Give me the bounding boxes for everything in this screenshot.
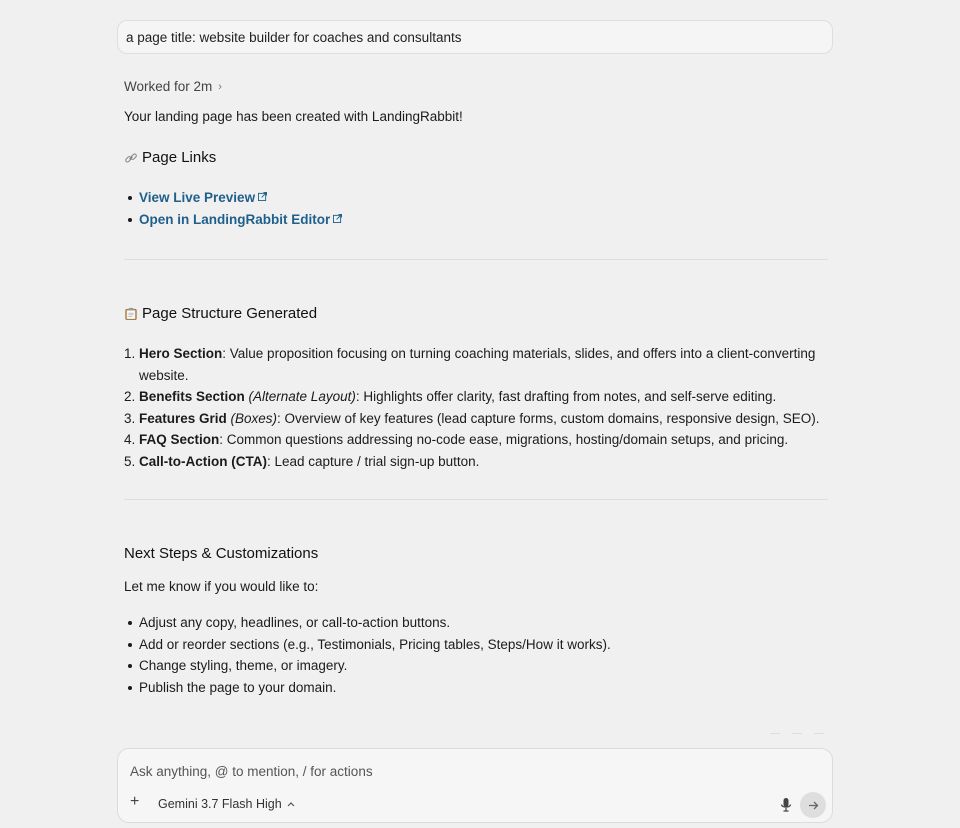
chevron-right-icon: › bbox=[218, 80, 222, 93]
list-item bbox=[124, 187, 342, 209]
page-links-title: Page Links bbox=[142, 149, 217, 166]
worked-label: Worked for 2m bbox=[124, 79, 213, 94]
divider bbox=[124, 259, 828, 260]
external-link-icon bbox=[333, 214, 342, 223]
item-number: 4. bbox=[124, 432, 136, 447]
model-selector[interactable] bbox=[158, 797, 295, 811]
item-number: 2. bbox=[124, 389, 136, 404]
faint-divider bbox=[792, 733, 802, 740]
view-live-preview-link[interactable]: View Live Preview bbox=[139, 190, 256, 205]
item-note: (Boxes) bbox=[226, 410, 278, 426]
item-title: Call-to-Action (CTA) bbox=[139, 453, 267, 469]
composer bbox=[117, 748, 833, 823]
arrow-right-icon bbox=[808, 800, 819, 811]
item-number: 3. bbox=[124, 410, 136, 426]
intro-text: Your landing page has been created with LandingRabbit! bbox=[124, 109, 463, 124]
item-title: Benefits Section bbox=[139, 389, 245, 404]
faint-divider bbox=[814, 733, 824, 740]
list-item: Change styling, theme, or imagery. bbox=[124, 655, 611, 677]
microphone-icon[interactable] bbox=[780, 797, 792, 813]
link-icon bbox=[124, 151, 138, 165]
list-item bbox=[124, 408, 834, 430]
page-links-list bbox=[124, 187, 342, 230]
clipboard-icon bbox=[124, 307, 138, 321]
list-item bbox=[124, 429, 834, 451]
item-description: : Value proposition focusing on turning coaching materials, slides, and offers into a client-converting website. bbox=[139, 346, 816, 383]
item-description: : Common questions addressing no-code ease, migrations, hosting/domain setups, and pricing. bbox=[219, 432, 789, 447]
external-link-icon bbox=[258, 192, 267, 201]
next-steps-list bbox=[124, 612, 611, 698]
list-item: Publish the page to your domain. bbox=[124, 677, 611, 699]
next-steps-heading: Next Steps & Customizations bbox=[124, 545, 319, 562]
structure-title: Page Structure Generated bbox=[142, 305, 318, 322]
model-label: Gemini 3.7 Flash High bbox=[158, 797, 282, 811]
page-links-heading bbox=[124, 149, 216, 166]
item-title: Hero Section bbox=[139, 346, 223, 361]
next-steps-lead: Let me know if you would like to: bbox=[124, 579, 319, 594]
faint-divider bbox=[770, 733, 780, 740]
structure-list bbox=[124, 343, 834, 472]
item-number: 5. bbox=[124, 453, 136, 469]
worked-toggle[interactable] bbox=[124, 79, 222, 94]
item-description: : Lead capture / trial sign-up button. bbox=[266, 453, 480, 469]
item-title: FAQ Section bbox=[139, 432, 220, 447]
chevron-up-icon bbox=[287, 801, 295, 807]
item-note: (Alternate Layout) bbox=[244, 389, 356, 404]
user-message: a page title: website builder for coaches and consultants bbox=[117, 20, 833, 54]
composer-input[interactable]: Ask anything, @ to mention, / for actions bbox=[130, 764, 373, 779]
list-item bbox=[124, 343, 834, 386]
send-button[interactable] bbox=[800, 792, 826, 818]
list-item: Adjust any copy, headlines, or call-to-action buttons. bbox=[124, 612, 611, 634]
open-editor-link[interactable]: Open in LandingRabbit Editor bbox=[139, 211, 331, 227]
item-title: Features Grid bbox=[139, 410, 227, 426]
add-icon[interactable]: + bbox=[130, 793, 140, 810]
divider bbox=[124, 499, 828, 500]
item-number: 1. bbox=[124, 346, 136, 361]
structure-heading bbox=[124, 305, 317, 322]
list-item bbox=[124, 209, 342, 231]
list-item: Add or reorder sections (e.g., Testimonials, Pricing tables, Steps/How it works). bbox=[124, 634, 611, 656]
list-item bbox=[124, 451, 834, 473]
item-description: : Overview of key features (lead capture forms, custom domains, responsive design, SEO). bbox=[277, 410, 820, 426]
list-item bbox=[124, 386, 834, 408]
item-description: : Highlights offer clarity, fast drafting from notes, and self-serve editing. bbox=[355, 389, 777, 404]
